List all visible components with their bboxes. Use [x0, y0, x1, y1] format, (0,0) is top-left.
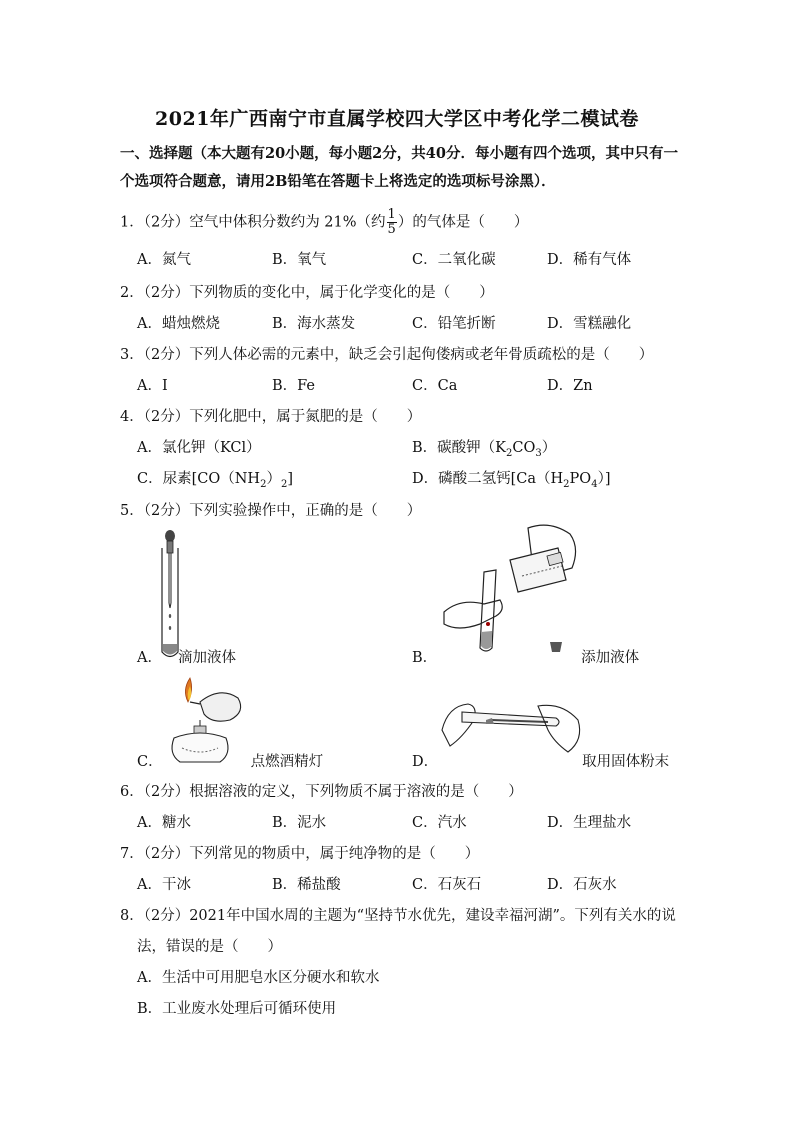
question-7: 7．（2分）下列常见的物质中，属于纯净物的是（ ） [120, 846, 480, 862]
q2-option-a[interactable]: A．蜡烛燃烧 [137, 316, 220, 332]
section-line-1: 一、选择题（本大题有20小题，每小题2分，共40分．每小题有四个选项，其中只有一 [120, 145, 678, 162]
q6-option-c[interactable]: C．汽水 [412, 815, 467, 831]
q1-option-a[interactable]: A．氮气 [137, 252, 191, 268]
q5-option-a[interactable]: A． 滴加液体 [137, 650, 236, 666]
question-8-line-1: 8．（2分）2021年中国水周的主题为“坚持节水优先，建设幸福河湖”。下列有关水的说 [120, 908, 676, 924]
q1-option-c[interactable]: C．二氧化碳 [412, 252, 496, 268]
section-heading [120, 140, 685, 196]
fraction: $\frac{1}{5}$ [387, 207, 396, 237]
q2-option-b[interactable]: B．海水蒸发 [272, 316, 356, 332]
question-6: 6．（2分）根据溶液的定义，下列物质不属于溶液的是（ ） [120, 784, 523, 800]
q4-option-d[interactable]: D．磷酸二氢钙$[Ca(H_2PO_4)]$ [412, 471, 611, 490]
q3-option-c[interactable]: C．Ca [412, 378, 458, 394]
section-line-2: 个选项符合题意，请用2B铅笔在答题卡上将选定的选项标号涂黑）． [120, 173, 556, 190]
question-4: 4．（2分）下列化肥中，属于氮肥的是（ ） [120, 409, 422, 425]
q3-option-d[interactable]: D．Zn [547, 378, 593, 394]
q7-option-d[interactable]: D．石灰水 [547, 877, 617, 893]
pouring-liquid-figure [440, 520, 590, 660]
q2-option-d[interactable]: D．雪糕融化 [547, 316, 632, 332]
exam-title: 2021年广西南宁市直属学校四大学区中考化学二模试卷 [155, 108, 639, 130]
q6-option-b[interactable]: B．泥水 [272, 815, 327, 831]
q1-option-d[interactable]: D．稀有气体 [547, 252, 632, 268]
q2-option-c[interactable]: C．铅笔折断 [412, 316, 496, 332]
q3-option-b[interactable]: B．Fe [272, 378, 316, 394]
q4-option-c[interactable]: C．尿素$[CO(NH_2)_2]$ [137, 471, 293, 490]
dropper-test-tube-figure [150, 528, 190, 663]
q5-option-c[interactable]: C． 点燃酒精灯 [137, 754, 324, 770]
question-1: 1．（2分）空气中体积分数约为 21%（约 $\frac{1}{5}$ ）的气体是（ ） [120, 207, 529, 237]
q1-option-b[interactable]: B．氧气 [272, 252, 327, 268]
q6-option-a[interactable]: A．糖水 [137, 815, 191, 831]
q7-option-c[interactable]: C．石灰石 [412, 877, 482, 893]
question-5: 5．（2分）下列实验操作中，正确的是（ ） [120, 503, 422, 519]
question-2: 2．（2分）下列物质的变化中，属于化学变化的是（ ） [120, 285, 494, 301]
question-3: 3．（2分）下列人体必需的元素中，缺乏会引起佝偻病或老年骨质疏松的是（ ） [120, 347, 654, 363]
q8-option-b[interactable]: B．工业废水处理后可循环使用 [137, 1001, 337, 1017]
q4-option-a[interactable]: A．氯化钾（KCl） [137, 440, 261, 456]
question-8-line-2: 法，错误的是（ ） [137, 939, 282, 955]
q7-option-a[interactable]: A．干冰 [137, 877, 191, 893]
q4-option-b[interactable]: B．碳酸钾$(K_2CO_3)$ [412, 440, 557, 459]
q5-option-b[interactable]: B． 添加液体 [412, 650, 640, 666]
q7-option-b[interactable]: B．稀盐酸 [272, 877, 341, 893]
q6-option-d[interactable]: D．生理盐水 [547, 815, 632, 831]
q3-option-a[interactable]: A．I [137, 378, 168, 394]
q5-option-d[interactable]: D． 取用固体粉末 [412, 754, 670, 770]
q8-option-a[interactable]: A．生活中可用肥皂水区分硬水和软水 [137, 970, 380, 986]
